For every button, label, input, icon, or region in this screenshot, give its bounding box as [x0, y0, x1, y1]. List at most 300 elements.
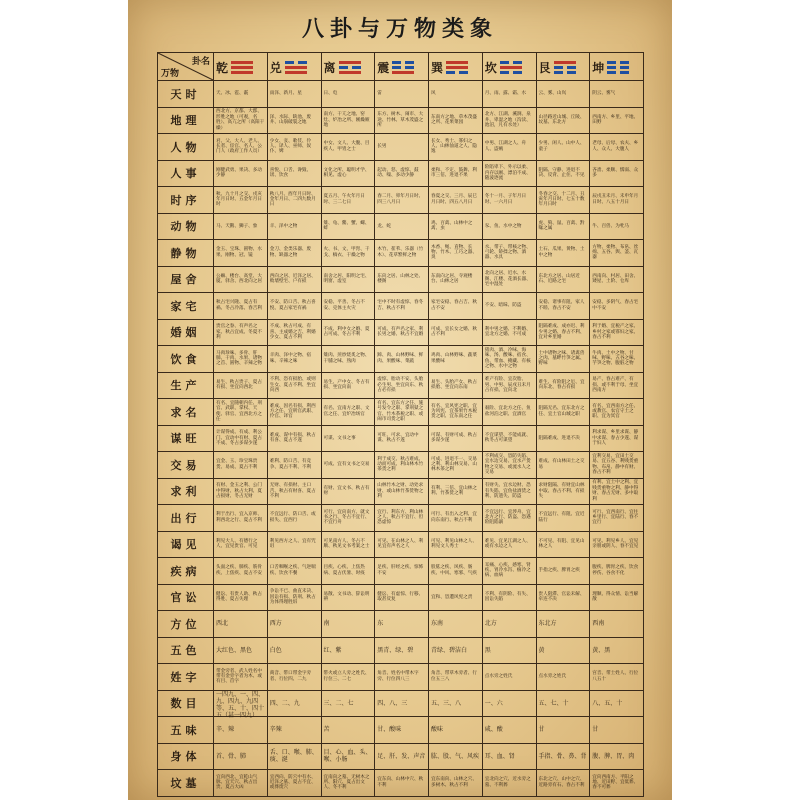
table-row	[158, 399, 644, 426]
gua-header	[214, 53, 268, 81]
cell-text: 可行、宜向南方、就文书之行、冬占不宜行、不宜行舟	[323, 509, 370, 526]
cell-text: 黄、黑	[592, 646, 611, 654]
table-cell	[375, 399, 429, 426]
cell-text: 虚惊、胎动不安、头胎必生男、坐宜向东、秋占必有损	[377, 377, 424, 393]
cell-text: 喜悦、口舌、谗毁、谤、饮食	[269, 167, 312, 179]
table-cell	[375, 611, 429, 638]
cell-text: 东南向之居、寺观楼台、山林之居	[431, 273, 473, 285]
table-cell	[214, 478, 268, 505]
table-cell	[214, 240, 268, 267]
table-cell	[482, 531, 536, 558]
table-cell	[267, 293, 321, 320]
cell-text: 有名、宜风宪之职、宜为风宪、宜茶果竹木税货之职、宜东南之任	[431, 403, 477, 420]
cell-text: 龙、蛇	[377, 223, 392, 229]
table-cell	[321, 187, 375, 214]
table-cell	[590, 293, 644, 320]
cell-text: 难成、因名有损、利西方之任、宜刑官武职、伶官、译官	[269, 403, 316, 420]
table-cell	[321, 134, 375, 161]
page-title: 八卦与万物类象	[301, 17, 498, 42]
cell-text: 有名、宜随朝内任、刑官、武职、掌权、天使、驿官、宜西北方之任	[216, 400, 262, 423]
table-cell	[321, 478, 375, 505]
cell-text: 西南	[592, 620, 605, 628]
cell-text: 西向之居、近泽之居、败墙壁宅、户有损	[269, 273, 316, 285]
cell-text: 险陷卑下、外示以柔、内存以刚、漂泊不成、随波逐流	[484, 165, 531, 181]
cell-text: 黄	[538, 646, 545, 654]
table-cell	[375, 478, 429, 505]
table-cell	[321, 266, 375, 293]
cell-text: 不宜远行、有阻、宜近陆行	[538, 512, 585, 523]
table-cell	[429, 531, 483, 558]
cell-text: 甘	[592, 726, 599, 734]
cell-text: 羊肉、泽中之物、宿味、辛辣之味	[269, 353, 312, 364]
table-row	[158, 743, 644, 770]
cell-text: 不利成交、恐防失陷、宜水边交易、宜水产货物之交易、或流水人之交易	[484, 453, 531, 476]
cell-text: 不利、恐有损胎、或则生女、夏占不利、坐宜向西	[269, 377, 316, 393]
table-cell	[482, 637, 536, 664]
table-cell	[375, 187, 429, 214]
cell-text: 易散、文书动、辞讼明辨	[323, 591, 370, 603]
trigram-icon	[285, 60, 307, 75]
cell-text: 耳、血、肾	[484, 752, 515, 760]
table-cell	[429, 134, 483, 161]
table-cell	[429, 664, 483, 691]
cell-text: 四、二、九	[269, 699, 300, 707]
yang-line	[446, 66, 468, 69]
cell-text: 羊、泽中之物	[269, 223, 298, 229]
yin-line	[620, 71, 629, 74]
table-cell	[267, 505, 321, 532]
yin-line	[285, 61, 294, 64]
table-cell	[536, 213, 590, 240]
table-cell	[214, 266, 268, 293]
yin-line	[352, 66, 361, 69]
cell-text: 东南方之地、草木茂盛之所、花果菜园	[431, 114, 477, 126]
table-cell	[536, 584, 590, 611]
table-cell	[536, 452, 590, 479]
cell-text: 目疾、心疾、上焦热病、夏占伏暑、时疫	[323, 565, 365, 576]
category-label: 求名	[158, 399, 214, 426]
cell-text: 肱、股、气、风疾	[431, 752, 480, 760]
gua-header	[321, 53, 375, 81]
table-cell	[429, 505, 483, 532]
table-cell	[482, 558, 536, 585]
cell-text: 利于出行、宜入京师、利西北之行、夏占不利	[216, 512, 262, 523]
cell-text: 宅中不时有虚惊、春冬吉、秋占不利	[377, 300, 424, 311]
cell-text: 宜东向、山林中穴、秋不利	[377, 777, 424, 788]
yin-line	[554, 71, 563, 74]
table-cell	[321, 452, 375, 479]
cell-text: 雉肉、煎炒烧炙之物、干脯之味、熟肉	[323, 353, 370, 364]
table-cell	[321, 584, 375, 611]
table-cell	[214, 425, 268, 452]
cell-text: 豕、鱼、水中之物	[484, 223, 522, 229]
table-cell	[375, 372, 429, 399]
table-row	[158, 107, 644, 134]
cell-text: 商音、带口带金字旁者、行位四、二九	[269, 671, 312, 682]
table-cell	[590, 717, 644, 744]
cell-text: 吝啬、柔顺、懦弱、众多	[592, 167, 639, 179]
category-label: 五味	[158, 717, 214, 744]
table-cell	[590, 637, 644, 664]
table-cell	[214, 505, 268, 532]
category-label: 天时	[158, 81, 214, 108]
table-row	[158, 558, 644, 585]
table-cell	[267, 266, 321, 293]
cell-text: 雉、龟、鳖、蟹、螺、蚌	[323, 220, 370, 232]
cell-text: 腹、脾、胃、肉	[592, 752, 635, 760]
table-cell	[375, 107, 429, 134]
trigram-icon	[554, 60, 576, 75]
cell-text: 带火或立人旁之姓氏、行位三、二七	[323, 671, 370, 682]
cell-text: 牛、百兽、为牝马	[592, 223, 630, 229]
cell-text: 可谋、文书之事	[323, 435, 356, 441]
table-row	[158, 770, 644, 797]
cell-text: 北方、江湖、溪涧、泉井、卑湿之地（沟渎、池沼，凡有水处）	[484, 112, 531, 128]
yin-line	[405, 66, 414, 69]
cell-text: 难利、防口舌、有竞争、夏占不利、不利	[269, 459, 312, 470]
cell-text: 春二月、卯年月日时、四三八月日	[377, 194, 424, 205]
cell-text: 甘	[538, 726, 545, 734]
table-cell	[536, 134, 590, 161]
cell-text: 酸味	[431, 726, 444, 734]
table-cell	[429, 425, 483, 452]
cell-text: 手指、骨、鼻、背	[538, 752, 587, 760]
yang-line	[231, 61, 253, 64]
cell-text: 首、骨、肺	[216, 752, 247, 760]
table-row	[158, 425, 644, 452]
cell-text: 南舍之居、阳明之宅、明窗、虚室	[323, 273, 370, 285]
table-cell	[536, 743, 590, 770]
table-cell	[375, 134, 429, 161]
table-cell	[214, 584, 268, 611]
table-cell	[429, 743, 483, 770]
category-label: 屋舍	[158, 266, 214, 293]
cell-text: 柔和、不定、鼓舞、利市三倍、进退不果	[431, 167, 477, 179]
table-cell	[482, 187, 536, 214]
cell-text: 五、七、十	[538, 699, 569, 707]
table-cell	[375, 690, 429, 717]
yin-line	[620, 66, 629, 69]
cell-text: 虎、狗、鼠、百禽、黔喙之属	[538, 220, 585, 232]
bagua-table	[157, 52, 644, 797]
table-cell	[267, 558, 321, 585]
cell-text: 可旺、可求、宜动中谋、秋占不遂	[377, 432, 419, 444]
table-cell	[590, 690, 644, 717]
table-cell	[375, 452, 429, 479]
table-cell	[482, 690, 536, 717]
table-row	[158, 372, 644, 399]
category-label: 官讼	[158, 584, 214, 611]
cell-text: 老母、后母、农夫、乡人、众人、大腹人	[592, 141, 639, 152]
cell-text: 目、心、血、头、喉、小肠	[323, 749, 372, 764]
table-cell	[267, 452, 321, 479]
cell-text: 宜南向之墓、无树木之所、阳穴、夏占出文人、冬不利	[323, 774, 370, 791]
category-label: 五色	[158, 637, 214, 664]
cell-text: 马肉珍味、多骨、肝肺、干肉、水果、诸物之首、圆物、辛辣之物	[216, 350, 262, 367]
table-cell	[590, 770, 644, 797]
cell-text: 牛肉、土中之物、甘味、野味、五谷之味、芋笋之物、腹脏之物	[592, 350, 639, 367]
cell-text: 一四九、一、四、九、四九、九四等、五、十、四十五（甚一四九）	[216, 691, 265, 720]
cell-text: 东向之居、山林之处、楼阁	[377, 273, 424, 285]
cell-text: 秋、九十月之交、戌亥年月日时、五金年月日时	[216, 191, 262, 208]
yin-line	[607, 71, 616, 74]
cell-text: 利见西方之人、宜有咒诅	[269, 538, 316, 550]
table-cell	[536, 319, 590, 346]
table-cell	[321, 717, 375, 744]
yang-line	[285, 71, 307, 74]
yin-line	[607, 61, 616, 64]
table-cell	[590, 81, 644, 108]
cell-text: 股肱之疾、风疾、肠疾、中风、寒邪、气疾	[431, 565, 477, 576]
table-cell	[429, 452, 483, 479]
yin-line	[620, 61, 629, 64]
cell-text: 不宜远行、防口舌、或损失、宜西行	[269, 512, 316, 523]
cell-text: 黑青、绿、碧	[377, 646, 414, 654]
table-cell	[536, 611, 590, 638]
table-cell	[267, 107, 321, 134]
table-cell	[429, 319, 483, 346]
cell-text: 不宜远行、宜涉舟、宜北方之行、防盗、恐遇险阻陷溺	[484, 509, 531, 526]
cell-text: 可见、在山林之人、利见宜有声名之人	[377, 538, 424, 550]
cell-text: 争讼不已、曲直未决、因讼有损、防刑、秋占为体得理胜诉	[269, 589, 316, 605]
table-cell	[214, 372, 268, 399]
cell-text: 艰险、宜北方之任、鱼盐河泊之职、宜酒官	[484, 406, 531, 417]
category-label: 坟墓	[158, 770, 214, 797]
table-cell	[267, 81, 321, 108]
yin-line	[500, 61, 509, 64]
table-cell	[214, 664, 268, 691]
cell-text: 阻隔难成、进退不决	[538, 435, 580, 441]
cell-text: 头面之疾、肺疾、筋骨疾、上焦疾、夏占不安	[216, 565, 262, 576]
cell-text: 利于成交、秋占难成、动而可成、利山林木竹茶货之利	[377, 456, 424, 473]
yin-line	[513, 61, 522, 64]
cell-text: 方物、柔物、布帛、丝绵、五谷、舆、釜、瓦器	[592, 244, 639, 261]
table-cell	[590, 425, 644, 452]
table-cell	[429, 717, 483, 744]
cell-text: 雷	[377, 91, 382, 97]
table-row	[158, 346, 644, 373]
table-cell	[482, 452, 536, 479]
cell-text: 咸、酸	[484, 726, 503, 734]
cell-text: 贵官之眷、有声名之家、秋占宜成、冬夏不利	[216, 324, 262, 340]
table-cell	[590, 452, 644, 479]
table-cell	[536, 187, 590, 214]
table-cell	[321, 770, 375, 797]
cell-text: 安稳、平善、冬占不安、克体主火灾	[323, 300, 365, 311]
cell-text: 泽、水际、缺池、废井、山崩破裂之地	[269, 114, 312, 126]
yin-line	[567, 66, 576, 69]
cell-text: 宜金、玉、珍宝珠贵货、易成、夏占不利	[216, 459, 258, 470]
cell-text: 足疾、肝经之疾、惊怖不安	[377, 565, 424, 576]
table-cell	[375, 743, 429, 770]
category-label: 家宅	[158, 293, 214, 320]
table-cell	[482, 505, 536, 532]
table-cell	[214, 213, 268, 240]
cell-text: 腹疾、脾胃之疾、饮食停伤、谷食不化	[592, 565, 639, 576]
cell-text: 可成、宜长女之婚、秋占不利	[431, 326, 477, 338]
table-row	[158, 531, 644, 558]
table-row	[158, 134, 644, 161]
table-cell	[267, 611, 321, 638]
table-cell	[321, 346, 375, 373]
cell-text: 马、天鹅、狮子、象	[216, 223, 258, 229]
table-cell	[375, 664, 429, 691]
table-cell	[375, 213, 429, 240]
cell-text: 风	[431, 91, 436, 97]
table-cell	[590, 531, 644, 558]
gua-name: 乾	[216, 61, 229, 75]
cell-text: 四、八、三	[377, 699, 408, 707]
table-row	[158, 478, 644, 505]
table-cell	[321, 372, 375, 399]
table-row	[158, 505, 644, 532]
cell-text: 南方、干亢之地、窑灶、炉冶之所、刚燥厥地	[323, 112, 370, 128]
cell-text: 有名、宜南方之职、文官之任、宜炉冶场官	[323, 406, 370, 417]
table-cell	[214, 346, 268, 373]
table-cell	[429, 478, 483, 505]
table-cell	[536, 717, 590, 744]
cell-text: 宫音、带土姓人、行位八五十	[592, 671, 639, 682]
table-cell	[267, 531, 321, 558]
table-cell	[482, 717, 536, 744]
table-cell	[590, 107, 644, 134]
cell-text: 鸡肉、山林野味、蔬菜果酸味	[431, 353, 477, 364]
trigram-icon	[500, 60, 522, 75]
cell-text: 利中男之婚、不利婚、宜北方之婚、不可成	[484, 326, 531, 338]
table-cell	[267, 664, 321, 691]
yin-line	[446, 71, 455, 74]
table-cell	[321, 399, 375, 426]
cell-text: 阴云、雾气	[592, 91, 616, 97]
cell-text: 难产有险、宜次胎、男、中男、辰戌丑未月占有损、宜向北	[484, 377, 531, 393]
yang-line	[554, 61, 576, 64]
cell-text: 冬十一月、子年月日时、一六月日	[484, 194, 527, 205]
gua-name: 坎	[484, 61, 497, 75]
poster	[128, 0, 672, 800]
table-cell	[482, 107, 536, 134]
table-row	[158, 240, 644, 267]
category-label: 疾病	[158, 558, 214, 585]
table-cell	[267, 346, 321, 373]
table-cell	[429, 266, 483, 293]
cell-text: 阻隔无名、宜东北方之任、宜土官山城之职	[538, 406, 585, 417]
table-cell	[536, 558, 590, 585]
table-row	[158, 266, 644, 293]
table-cell	[214, 452, 268, 479]
table-cell	[482, 266, 536, 293]
table-cell	[267, 584, 321, 611]
table-cell	[321, 319, 375, 346]
table-cell	[214, 690, 268, 720]
yin-line	[567, 71, 576, 74]
cell-text: 有财失、宜水边财、恐有失陷、宜鱼盐酒货之利、防遗失、防盗	[484, 483, 531, 499]
cell-text: 安稳、多阴气、春占宅中不安	[592, 300, 639, 311]
cell-text: 点水旁之姓氏	[484, 674, 513, 680]
category-label: 人事	[158, 160, 214, 187]
table-row	[158, 293, 644, 320]
table-cell	[536, 664, 590, 691]
table-cell	[214, 293, 268, 320]
table-cell	[267, 240, 321, 267]
yin-line	[392, 66, 401, 69]
cell-text: 月、雨、露、霜、水	[484, 91, 527, 97]
table-cell	[482, 478, 536, 505]
cell-text: 有利、宜土中之利、宜贱货重物之利、静中得财、春占无财、多中取利	[592, 480, 639, 502]
cell-text: 水、带子、带核之物、弓轮、矫揉之物、酒器、水具	[484, 244, 531, 261]
yin-line	[500, 71, 509, 74]
table-cell	[214, 770, 268, 797]
cell-text: 少女、妾、歌伎、伶人、译人、巫师、奴仆、婢	[269, 138, 312, 155]
table-cell	[590, 558, 644, 585]
table-cell	[482, 213, 536, 240]
category-label: 方位	[158, 611, 214, 638]
cell-text: 手指之疾、脾胃之疾	[538, 568, 580, 574]
category-label: 谒见	[158, 531, 214, 558]
cell-text: 利于婚、宜税产之家、乡村之家或寡妇之家、春占不利	[592, 324, 639, 340]
cell-text: 长女、秀士、寡妇之人、山林仙道之人、隐逸	[431, 138, 477, 155]
table-cell	[214, 160, 268, 187]
table-cell	[482, 134, 536, 161]
table-cell	[429, 770, 483, 797]
table-cell	[429, 213, 483, 240]
cell-text: 健讼、有贵人助、秋占得胜、夏占失理	[216, 591, 262, 603]
gua-header	[267, 53, 321, 81]
cell-text: 刚健武勇、果决、多动少静	[216, 167, 262, 179]
cell-text: 西南方、乡里、平地、田野	[592, 114, 639, 126]
table-cell	[375, 717, 429, 744]
category-label: 姓字	[158, 664, 214, 691]
trigram-icon	[392, 60, 414, 75]
table-cell	[429, 399, 483, 426]
cell-text: 不可见、有阻、宜见山林之人	[538, 538, 585, 550]
table-cell	[482, 584, 536, 611]
table-cell	[267, 160, 321, 187]
cell-text: 辛辣	[269, 726, 282, 734]
yang-line	[500, 66, 522, 69]
table-cell	[321, 664, 375, 691]
cell-text: 宜利交易、宜田土交易、宜五谷、利贱货重物、布帛、静中有财、春占不利	[592, 453, 639, 476]
table-cell	[590, 240, 644, 267]
cell-text: 中男、江湖之人、舟人、盗贼	[484, 141, 527, 152]
table-cell	[482, 664, 536, 691]
yin-line	[554, 66, 563, 69]
cell-text: 辛、辣	[216, 726, 235, 734]
cell-text: 阻隔、守静、进退不决、反背、止住、不见	[538, 167, 585, 179]
table-cell	[214, 319, 268, 346]
yin-line	[392, 61, 401, 64]
cell-text: 宜向西南方、平阳之地、近田野、宜低葬、春不可葬	[592, 774, 639, 791]
table-cell	[375, 425, 429, 452]
cell-text: 有利、三倍、宜山林之利、竹茶货之利	[431, 485, 477, 497]
table-cell	[590, 266, 644, 293]
cell-text: 利求谋、乡里求谋、静中求谋、春占少遂、谋于妇人	[592, 430, 639, 446]
table-cell	[321, 293, 375, 320]
cell-text: 难生、有险阻之厄、宜向东北、春占有损	[538, 379, 585, 391]
table-cell	[429, 690, 483, 717]
table-cell	[321, 743, 375, 770]
table-cell	[482, 346, 536, 373]
table-cell	[267, 478, 321, 505]
cell-text: 西北	[216, 620, 229, 628]
table-cell	[214, 558, 268, 585]
cell-text: 口舌咽喉之疾、气逆喘疾、饮食不餐	[269, 565, 316, 576]
cell-text: 宜东南向、山林之穴、多树木、秋占不利	[431, 777, 477, 788]
category-label: 谋旺	[158, 425, 214, 452]
table-row	[158, 611, 644, 638]
gua-name: 艮	[538, 61, 551, 75]
category-label: 数目	[158, 690, 214, 717]
cell-text: 雨泽、新月、星	[269, 91, 302, 97]
